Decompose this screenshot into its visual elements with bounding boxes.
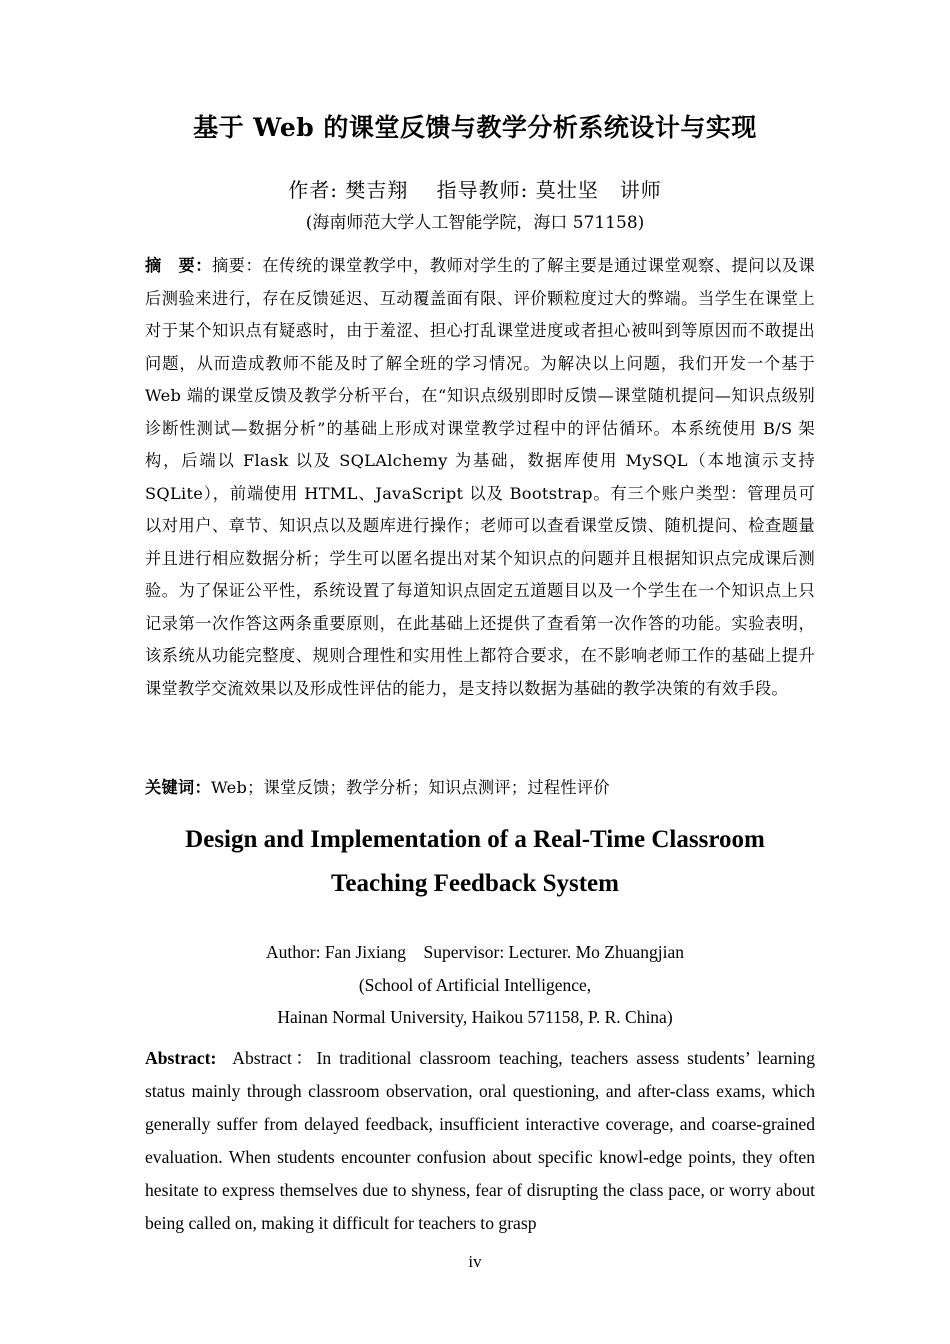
english-affiliation-line-1: (School of Artificial Intelligence, <box>358 974 592 995</box>
chinese-keywords-text: Web；课堂反馈；教学分析；知识点测评；过程性评价 <box>210 778 610 797</box>
english-title-line-1: Design and Implementation of a Real-Time Classroom <box>185 826 765 853</box>
chinese-keywords <box>145 772 815 804</box>
chinese-affiliation: (海南师范大学人工智能学院，海口 571158) <box>305 213 645 233</box>
english-title <box>0 818 950 906</box>
english-author-line: Author: Fan Jixiang Supervisor: Lecturer. Mo Zhuangjian <box>266 942 684 962</box>
english-abstract <box>145 1042 815 1240</box>
page-number: iv <box>468 1252 482 1271</box>
english-abstract-label: Abstract: <box>145 1048 217 1068</box>
chinese-author-line: 作者: 樊吉翔 指导教师: 莫壮坚 讲师 <box>288 178 662 202</box>
chinese-keywords-label: 关键词： <box>145 778 211 797</box>
chinese-abstract-text: 摘要：在传统的课堂教学中，教师对学生的了解主要是通过课堂观察、提问以及课后测验来进行，存在反馈延迟、互动覆盖面有限、评价颗粒度过大的弊端。当学生在课堂上对于某个知识点有疑惑时，由于羞涩、担心打乱课堂进度或者担心被叫到等原因而不敢提出问题，从而造成教师不能及时了解全班的学习情况。为解决以上问题，我们开发一个基于 Web 端的课堂反馈及教学分析平台，在“知识点级别即时反馈—课堂随机提问—知识点级别诊断性测试—数据分析”的基础上形成对课堂教学过程中的评估循环。本系统使用 B/S 架构，后端以 Flask 以及 SQLAlchemy 为基础，数据库使用 MySQL（本地演示支持 SQLite），前端使用 HTML、JavaScript 以及 Bootstrap。有三个账户类型：管理员可以对用户、章节、知识点以及题库进行操作；老师可以查看课堂反馈、随机提问、检查题量并且进行相应数据分析；学生可以匿名提出对某个知识点的问题并且根据知识点完成课后测验。为了保证公平性，系统设置了每道知识点固定五道题目以及一个学生在一个知识点上只记录第一次作答这两条重要原则，在此基础上还提供了查看第一次作答的功能。实验表明，该系统从功能完整度、规则合理性和实用性上都符合要求，在不影响老师工作的基础上提升课堂教学交流效果以及形成性评估的能力，是支持以数据为基础的教学决策的有效手段。 <box>145 256 816 698</box>
english-abstract-text: Abstract：In traditional classroom teaching, teachers assess students’ learning status mainly through classroom observation, oral questioning, and after-class exams, which generally suffer from delayed feedback, insufficient interactive coverage, and coarse-grained evaluation. When students encounter confusion about specific knowl-edge points, they often hesitate to express themselves due to shyness, fear of disrupting the class pace, or worry about being called on, making it difficult for teachers to grasp <box>145 1048 815 1233</box>
english-title-line-2: Teaching Feedback System <box>331 870 619 897</box>
english-author-block <box>0 936 950 1034</box>
chinese-abstract <box>145 250 815 705</box>
english-affiliation-line-2: Hainan Normal University, Haikou 571158, P. R. China) <box>277 1007 673 1027</box>
chinese-title: 基于 Web 的课堂反馈与教学分析系统设计与实现 <box>193 113 757 142</box>
chinese-abstract-label: 摘 要： <box>145 256 213 275</box>
